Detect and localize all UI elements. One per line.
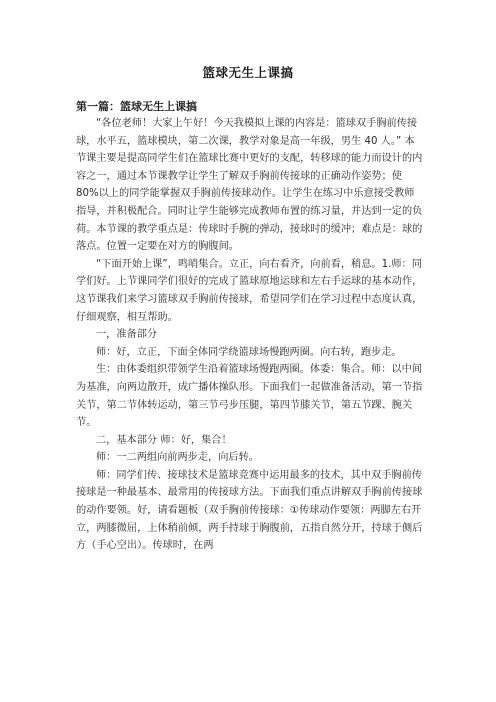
paragraph-intro: “各位老师！大家上午好！今天我模拟上课的内容是：篮球双手胸前传接球，水平五，篮球模块，第二次课，教学对象是高一年级，男生 40 人。” 本节课主要是提高同学生们在篮球比赛中更好的支配，转移球的能力而设计的内容之一，通过本节课教学让学生了解双手胸前传接球的正确动作姿势；使 80%以上的同学能掌握双手胸前传接球动作。让学生在练习中乐意接受教师指导，并积极配合。同时让学生能够完成教师布置的练习量，并达到一定的负荷。本节课的教学重点是：传球时手腕的弹动，接球时的缓冲；难点是：球的落点。位置一定要在对方的胸腹间。	[76, 118, 423, 253]
paragraph-teacher-run: 师：好，立正，下面全体同学绕篮球场慢跑两圈。向右转，跑步走。	[96, 346, 402, 358]
paragraph-group-move: 师：一二两组向前两步走，向后转。	[96, 452, 259, 464]
document-body	[76, 115, 424, 555]
paragraph-technique: 师：同学们传、接球技术是篮球竞赛中运用最多的技术，其中双手胸前传接球是一种最基本、最常用的传接球方法。下面我们重点讲解双手胸前传接球的动作要领。好，请看题板（双手胸前传接球：①传球动作要领：两脚左右开立，两膝微屈，上体稍前倾，两手持球于胸腹前，五指自然分开，持球于侧后方（手心空出）。传球时，在两	[76, 469, 423, 552]
paragraph-class-start: “下面开始上课”，鸣哨集合。立正，向右看齐，向前看，稍息。1.师：同学们好。上节课同学们很好的完成了篮球原地运球和左右手运球的基本动作，这节课我们来学习篮球双手胸前传接球，希望同学们在学习过程中态度认真，仔细观察，相互帮助。	[76, 258, 423, 323]
paragraph-main-heading: 二，基本部分 师：好，集合！	[96, 434, 232, 446]
section-heading: 第一篇：篮球无生上课搞	[76, 100, 197, 113]
document-title: 篮球无生上课搞	[202, 65, 294, 80]
paragraph-warmup-heading: 一，准备部分	[96, 329, 158, 341]
paragraph-student-warmup: 生：由体委组织带领学生沿着篮球场慢跑两圈。体委：集合。师：以中间为基准，向两边散开，成广播体操队形。下面我们一起做准备活动，第一节指关节，第二节体转运动，第三节弓步压腿，第四节膝关节，第五节踝、腕关节。	[76, 364, 423, 429]
